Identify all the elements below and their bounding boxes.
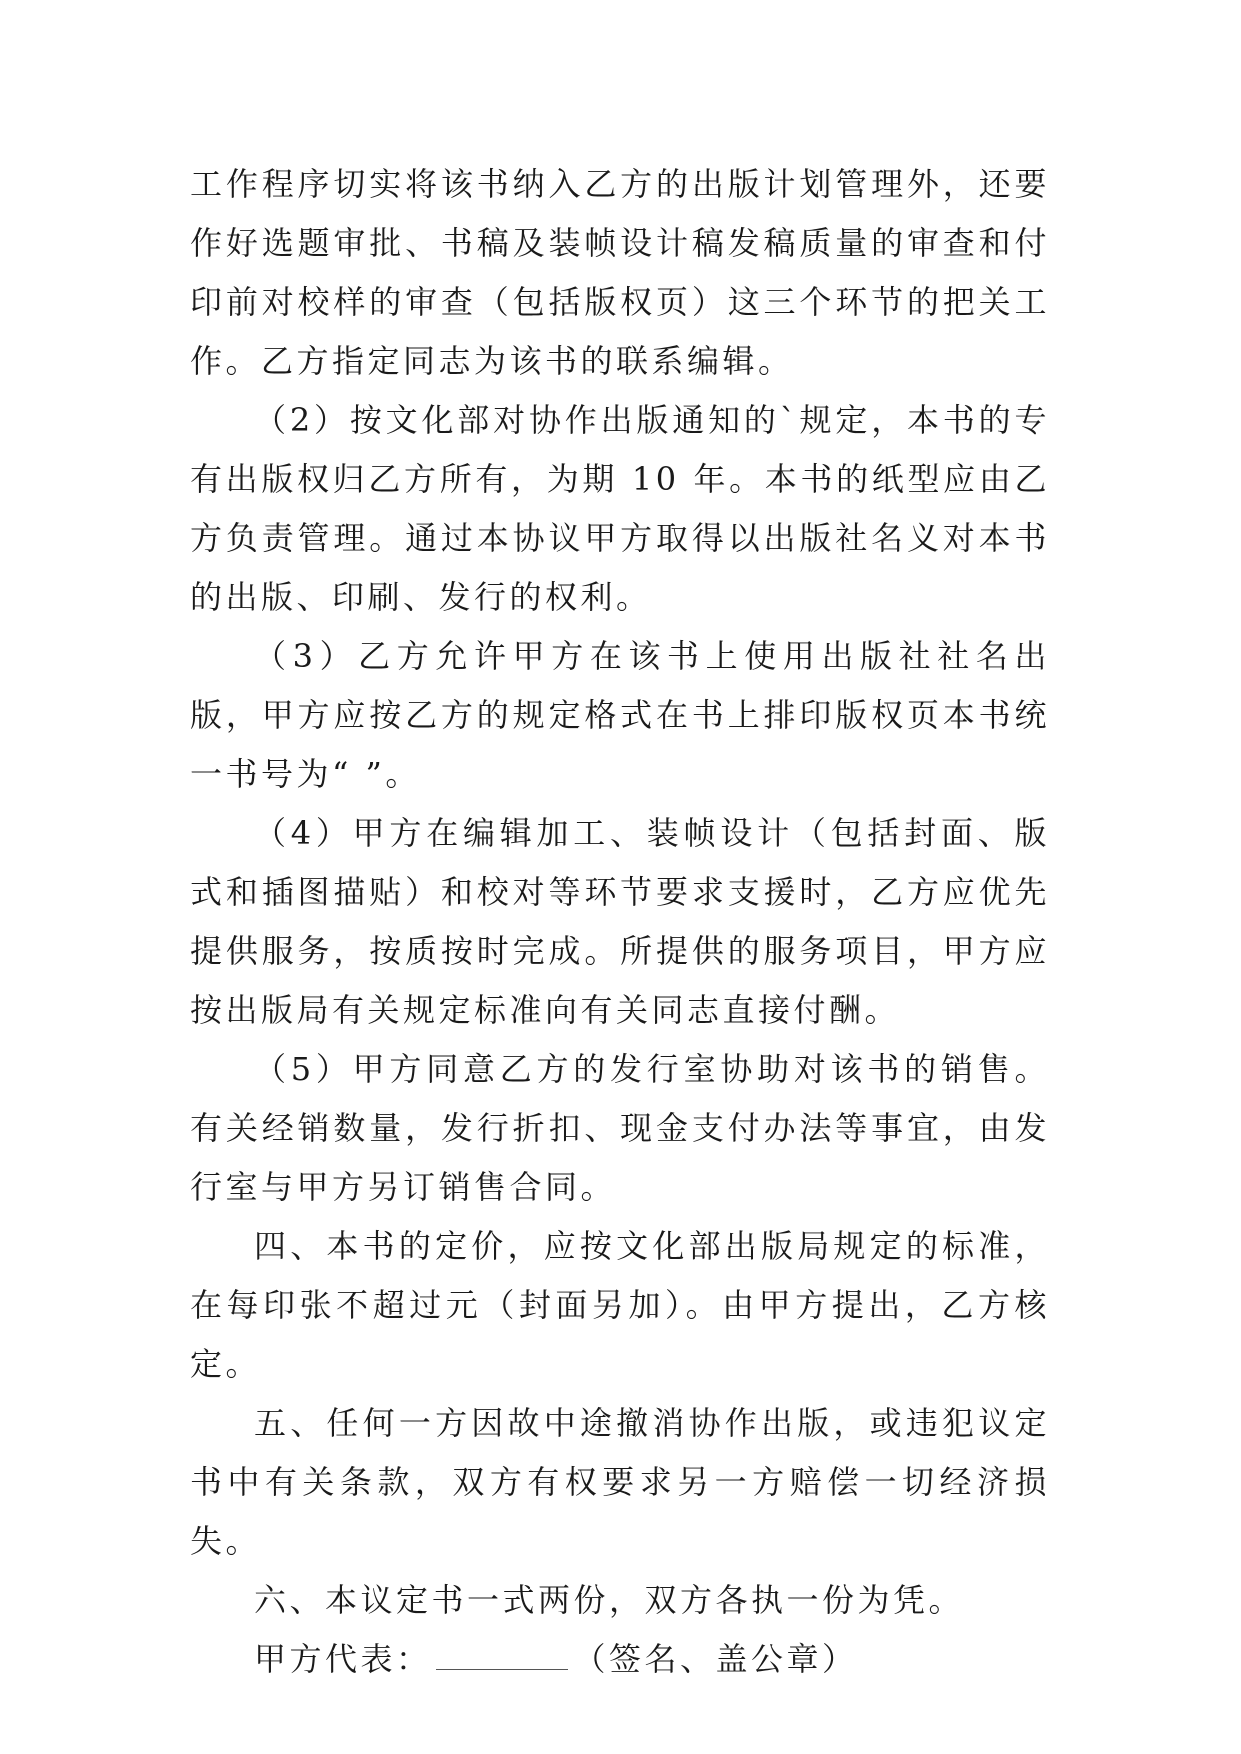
document-body bbox=[190, 155, 1050, 1689]
paragraph-section-4: 四、本书的定价，应按文化部出版局规定的标准，在每印张不超过元（封面另加）。由甲方提出，乙方核定。 bbox=[190, 1227, 1050, 1383]
paragraph-clause-2: （2）按文化部对协作出版通知的`规定，本书的专有出版权归乙方所有，为期 10 年。本书的纸型应由乙方负责管理。通过本协议甲方取得以出版社名义对本书的出版、印刷、发行的权利。 bbox=[190, 401, 1050, 616]
paragraph-section-6: 六、本议定书一式两份，双方各执一份为凭。 bbox=[254, 1581, 965, 1619]
signature-label: 甲方代表： bbox=[254, 1640, 432, 1678]
paragraph-section-5: 五、任何一方因故中途撤消协作出版，或违犯议定书中有关条款，双方有权要求另一方赔偿一切经济损失。 bbox=[190, 1404, 1050, 1560]
signature-note: （签名、盖公章） bbox=[573, 1640, 858, 1678]
paragraph-clause-4: （4）甲方在编辑加工、装帧设计（包括封面、版式和插图描贴）和校对等环节要求支援时，乙方应优先提供服务，按质按时完成。所提供的服务项目，甲方应按出版局有关规定标准向有关同志直接付酬。 bbox=[190, 814, 1050, 1029]
paragraph-clause-3: （3）乙方允许甲方在该书上使用出版社社名出版，甲方应按乙方的规定格式在书上排印版权页本书统一书号为“ ”。 bbox=[190, 637, 1050, 793]
paragraph-clause-5: （5）甲方同意乙方的发行室协助对该书的销售。有关经销数量，发行折扣、现金支付办法等事宜，由发行室与甲方另订销售合同。 bbox=[190, 1050, 1050, 1206]
signature-line bbox=[190, 1630, 1050, 1689]
signature-blank[interactable] bbox=[436, 1643, 568, 1670]
paragraph-continuation: 工作程序切实将该书纳入乙方的出版计划管理外，还要作好选题审批、书稿及装帧设计稿发稿质量的审查和付印前对校样的审查（包括版权页）这三个环节的把关工作。乙方指定同志为该书的联系编辑。 bbox=[190, 165, 1050, 380]
